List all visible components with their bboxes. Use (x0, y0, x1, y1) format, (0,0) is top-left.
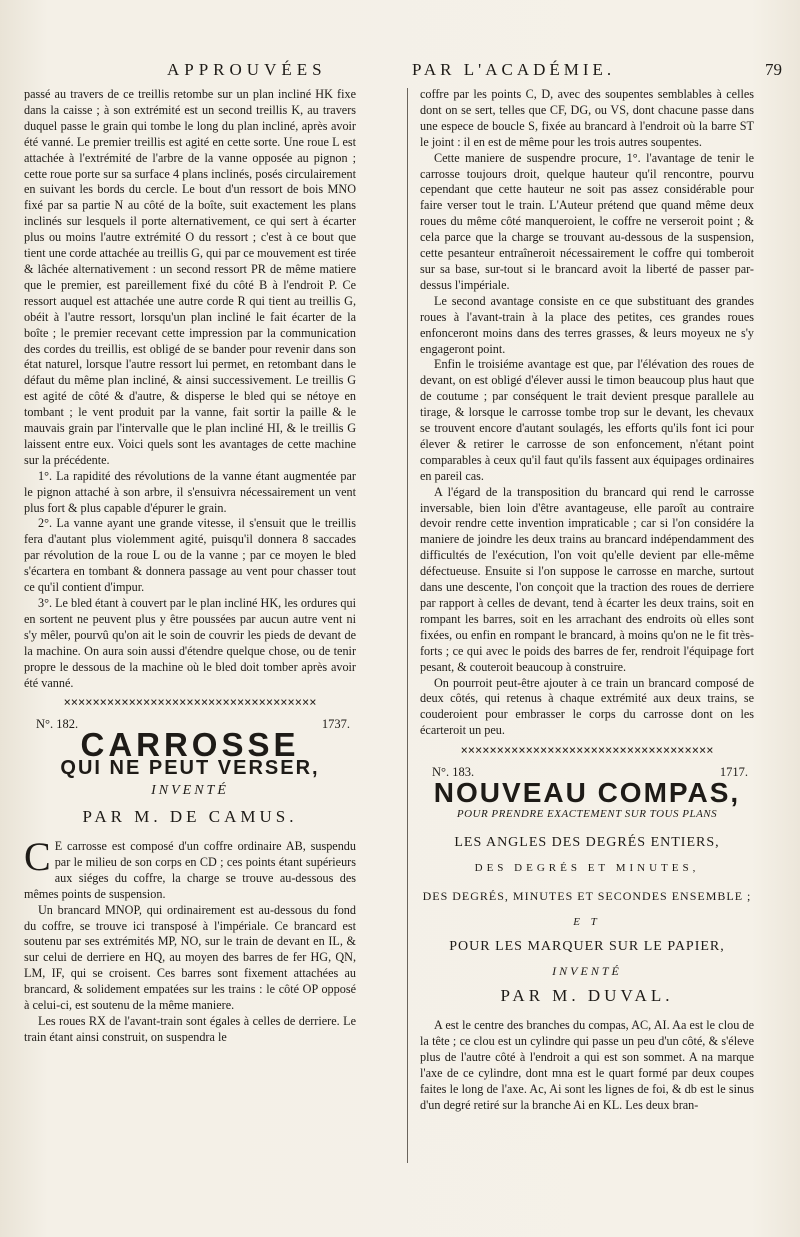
running-head (0, 60, 800, 84)
running-head-left: APPROUVÉES (167, 60, 327, 79)
paragraph: 1°. La rapidité des révolutions de la vanne étant augmentée par le pignon attaché à son arbre, il s'ensuivra nécessairement un vent plus fort & plus capable d'épurer le grain. (24, 468, 356, 515)
article-invented: INVENTÉ (552, 964, 622, 979)
paragraph: Le second avantage consiste en ce que substituant des grandes roues à l'avant-train à la place des petites, ces grandes roues enfonceront moins dans des terres grasses, & leurs moyeux ne s'y engageront point. (420, 293, 754, 356)
article-title: NOUVEAU COMPAS, (433, 777, 741, 809)
right-column (420, 87, 754, 1114)
ornament-divider: ××××××××××××××××××××××××××××××××××× (460, 743, 714, 758)
article-subtitle: DES DEGRÉS ET MINUTES, (474, 861, 700, 874)
drop-cap: C (24, 833, 51, 879)
paragraph: Enfin le troisiéme avantage est que, par l'élévation des roues de devant, on est obligé d'élever aussi le timon beaucoup plus haut que de coutume ; par conséquent le trait devient presque parallele au tirage, & lorsque le carrosse tombe trop sur le devant, les chevaux se trouvent encore d'autant soulagés, les efforts qu'ils font ici pour élever & retirer le carrosse de son enfoncement, n'étant point comparables à ceux qu'il faut qu'ils fassent aux équipages ordinaires en pareil cas. (420, 357, 754, 483)
paragraph: coffre par les points C, D, avec des soupentes semblables à celles dont on se sert, telles que CF, DG, ou VS, dont chacune passe dans une espece de boucle S, fixée au brancard à l'endroit où la barre ST le joint : il en est de même pour les trois autres soupentes. (420, 87, 754, 149)
left-column (24, 87, 356, 1046)
paragraph: 3°. Le bled étant à couvert par le plan incliné HK, les ordures qui en sortent ne peuvent plus y être poussées par aucun autre vent ni s'y mêler, pourvû qu'on ait le soin de couvrir les pieds de devant de la machine. On aura soin aussi d'étendre quelque chose, ou de tenir propre le dessous de la machine où le bled doit tomber après avoir été vanné. (24, 596, 356, 690)
article-subtitle: LES ANGLES DES DEGRÉS ENTIERS, (454, 834, 720, 850)
paragraph: passé au travers de ce treillis retombe sur un plan incliné HK fixe dans la caisse ; à son extrémité est un second treillis K, au travers duquel passe le grain qui tombe le long du plan incliné, après avoir été vanné. Le premier treillis est agité en cette sorte. Une roue L est attachée à l'extrémité de l'arbre de la vanne opposée au pignon ; cette roue porte sur sa surface 4 plans inclinés, posés circulairement en suivant les bords du cercle. Le bout d'un ressort de bois MNO fixé par sa partie N au côté de la boîte, suit exactement les plans inclinés sur lesquels il porte alternativement, ce qui sert à écarter plus ou moins l'autre extrémité O du ressort ; c'est à ce bout que tient une corde attachée au treillis G, qui par ce mouvement est tirée & lâchée alternativement : un second ressort PR de même matiere que le premier, est pareillement fixé du côté B à l'endroit P. Ce ressort auquel est attachée une autre corde R qui tient au treillis G, obéit à l'autre ressort, lorsqu'un plan incliné le fait écarter de la boîte ; le premier recevant cette impression par la communication des cordes du treillis, est obligé de se bander pour revenir dans son état naturel, lorsque l'autre ressort lui permet, en retombant dans le défaut du même plan incliné, & ainsi successivement. Le treillis G est agité de côté & d'autre, & disperse le bled qui se nétoye en tombant ; le vent produit par la vanne, fait sortir la paille & le mauvais grain par l'intervalle que le plan incliné HI, & le treillis G laissent entre eux. Voici quels sont les avantages de cette machine sur la précédente. (24, 87, 356, 467)
article-subtitle: DES DEGRÉS, MINUTES ET SECONDES ENSEMBLE ; (422, 888, 752, 903)
article-year: 1717. (719, 765, 748, 780)
paragraph: On pourroit peut-être ajouter à ce train un brancard composé de deux côtés, qui retenus à chaque extrémité aux deux trains, se couderoient pour embrasser le corps du carrosse dont on les écarteroit un peu. (420, 675, 754, 738)
article-author: PAR M. DUVAL. (500, 986, 674, 1006)
article-subtitle-italic: POUR PRENDRE EXACTEMENT SUR TOUS PLANS (456, 807, 718, 820)
article-title: CARROSSE (80, 726, 300, 764)
article-subtitle: POUR LES MARQUER SUR LE PAPIER, (449, 938, 725, 954)
running-head-right: PAR L'ACADÉMIE. (412, 60, 616, 79)
paragraph-text: E carrosse est composé d'un coffre ordinaire AB, suspendu par le milieu de son corps en CD ; ces points étant supérieurs aux siéges du coffre, la charge se trouve au-dessous des mêmes points de suspension. (24, 838, 356, 901)
paragraph: Cette maniere de suspendre procure, 1°. l'avantage de tenir le carrosse toujours droit, quelque hauteur qu'il rencontre, pourvu cependant que cette hauteur ne soit pas assez considérable pour faire verser tout le train. L'Auteur prétend que quand même deux roues du même côté manqueroient, le coffre ne verseroit point ; & cela parce que la charge se trouvant au-dessous de la suspension, cette pesanteur entraîneroit nécessairement le coffre qui tomberoit sur sa base, sur-tout si le brancard avoit la liberté de passer par-dessus l'impériale. (420, 150, 754, 292)
paragraph: A est le centre des branches du compas, AC, AI. Aa est le clou de la tête ; ce clou est un cylindre qui passe un peu d'un côté, & s'éleve plus de l'autre côté à l'endroit a qui est son sommet. A na marque l'axe de ce cylindre, dont mna est le quart formé par deux coupes faites le long de l'axe. Ac, Ai sont les lignes de foi, & db est le sinus d'un degré retiré sur la branche Ai en KL. Les deux bran- (420, 1018, 754, 1112)
paragraph: Un brancard MNOP, qui ordinairement est au-dessous du fond du coffre, se trouve ici transposé à l'impériale. Ce brancard est soutenu par ses extrémités MP, NO, sur le train de devant en IL, & sur celui de derriere en HQ, au moyen des barres de fer HG, QN, LM, IF, qui se croisent. Ces barres sont fixement attachées au brancard, & solidement empatées sur les trains : le côté OP opposé à celui-ci, est soutenu de la même maniere. (24, 902, 356, 1013)
article-subtitle: QUI NE PEUT VERSER, (60, 757, 320, 780)
paragraph: Les roues RX de l'avant-train sont égales à celles de derriere. Le train étant ainsi construit, on suspendra le (24, 1013, 356, 1044)
article-invented: INVENTÉ (151, 783, 229, 799)
paragraph: A l'égard de la transposition du brancard qui rend le carrosse inversable, bien loin d'être avantageuse, elle paroît au contraire devoir rendre cette invention impraticable ; car si l'on considére la maniere de joindre les deux trains au brancard indépendamment des difficultés de l'exécution, l'on voit qu'elle devient par elle-même défectueuse. Ensuite si l'on suppose le carrosse en marche, surtout dans une descente, l'on conçoit que la traction des roues de derriere par rapport à celles de devant, tend à écarter les deux trains, soit en rompant les barres, soit en les arrachant des endroits où elles sont fixées, ou enfin en rompant le brancard, à moins qu'on ne le fit très-forts ; ce qui avec le poids des barres de fer, rendroit l'équipage fort pesant, & couteroit beaucoup à construire. (420, 484, 754, 674)
article-subtitle-et: E T (573, 915, 601, 928)
paragraph-with-dropcap (24, 833, 356, 903)
article-year: 1737. (321, 717, 350, 732)
column-divider (407, 88, 408, 1163)
article-author: PAR M. DE CAMUS. (82, 807, 298, 827)
ornament-divider: ××××××××××××××××××××××××××××××××××× (63, 695, 317, 710)
page-number: 79 (765, 60, 782, 79)
article-number: N°. 182. (36, 717, 79, 732)
paragraph: 2°. La vanne ayant une grande vitesse, il s'ensuit que le treillis fera d'autant plus violemment agité, puisqu'il donnera 8 saccades par révolution de la roue L ou de la vanne ; par ce moyen le bled s'écartera en tombant & donnera passage au vent pour chasser tout ce qu'il contient d'impur. (24, 516, 356, 595)
article-number: N°. 183. (432, 765, 475, 780)
